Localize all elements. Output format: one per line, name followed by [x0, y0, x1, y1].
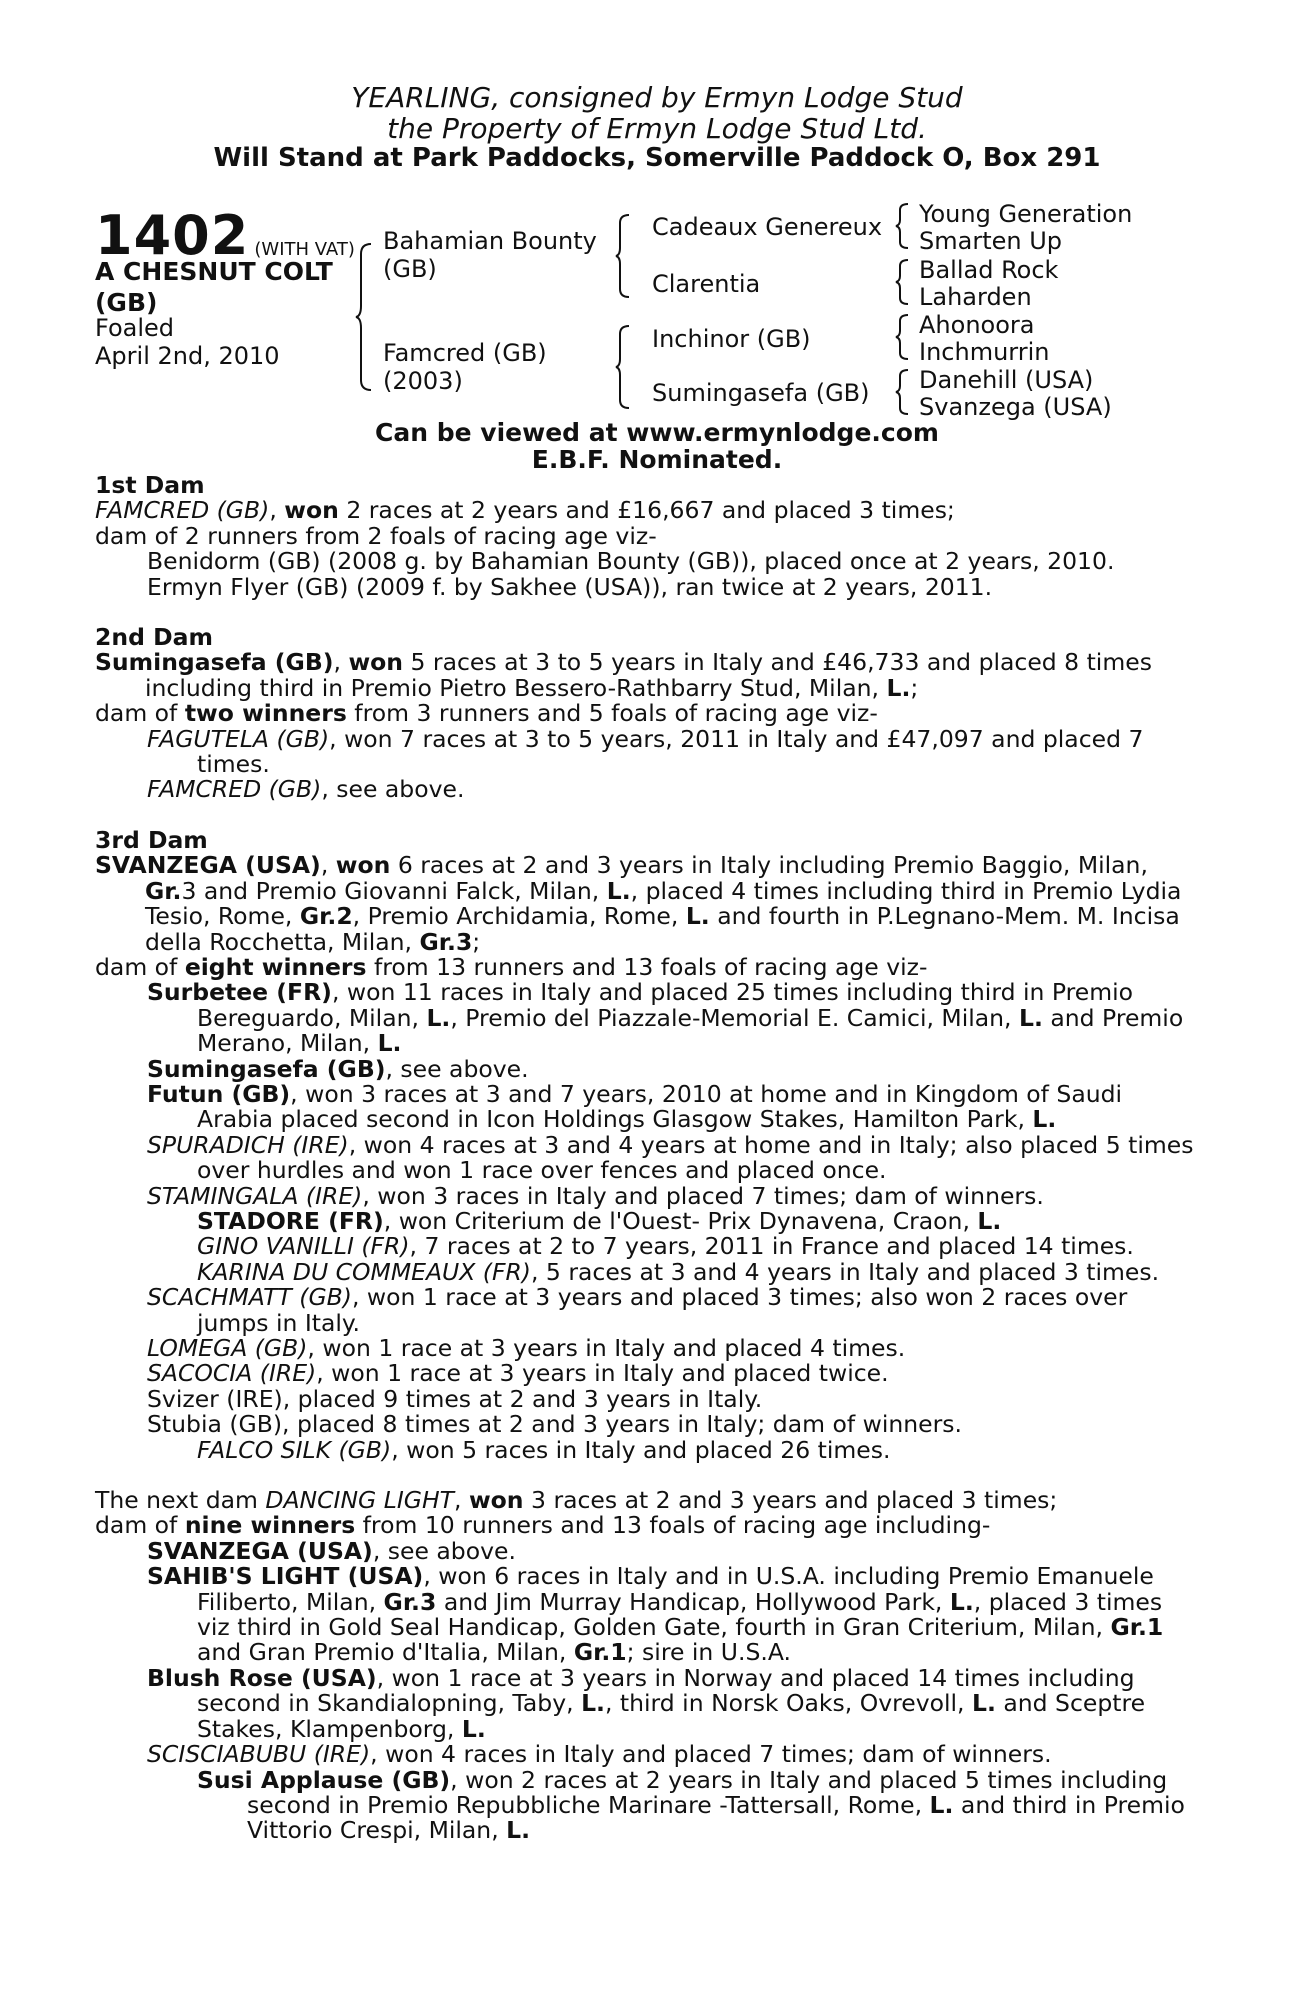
- sire-country: (GB): [383, 255, 437, 283]
- pedigree-brace-dam: [615, 324, 633, 410]
- fourth-dam-paragraph: The next dam DANCING LIGHT, won 3 races at 2 and 3 years and placed 3 times;: [95, 1486, 1058, 1515]
- ggp-1: Young Generation: [919, 200, 1133, 228]
- dam-name: Famcred (GB): [383, 339, 547, 367]
- first-dam-paragraph: dam of 2 runners from 2 foals of racing age viz-: [95, 521, 657, 550]
- ggp-8: Svanzega (USA): [919, 393, 1112, 421]
- lot-description-line2: (GB): [95, 288, 158, 317]
- consignment-line: YEARLING, consigned by Ermyn Lodge Stud: [351, 81, 963, 114]
- foaled-label: Foaled: [95, 314, 175, 342]
- first-dam-paragraph: FAMCRED (GB), won 2 races at 2 years and £16,667 and placed 3 times;: [95, 496, 955, 525]
- pedigree-brace-1: [895, 202, 911, 250]
- second-dam-heading: 2nd Dam: [95, 623, 213, 652]
- produce-entry: Susi Applause (GB), won 2 races at 2 years in Italy and placed 5 times including second in Premio Repubbliche Marinare -Tattersall, Rome, L. and third in Premio Vittorio Crespi, Milan, L.: [197, 1765, 1185, 1845]
- foaled-date: April 2nd, 2010: [95, 342, 280, 370]
- produce-entry: KARINA DU COMMEAUX (FR), 5 races at 3 and 4 years in Italy and placed 3 times.: [197, 1257, 1160, 1286]
- produce-entry: STADORE (FR), won Criterium de l'Ouest- Prix Dynavena, Craon, L.: [197, 1206, 1002, 1235]
- lot-description: [95, 256, 333, 318]
- pedigree-brace-sire: [615, 213, 633, 299]
- produce-entry: Svizer (IRE), placed 9 times at 2 and 3 years in Italy.: [147, 1384, 763, 1413]
- property-line: the Property of Ermyn Lodge Stud Ltd.: [387, 112, 927, 145]
- third-dam-heading: 3rd Dam: [95, 825, 208, 854]
- produce-entry: SVANZEGA (USA), see above.: [147, 1536, 516, 1565]
- produce-entry: GINO VANILLI (FR), 7 races at 2 to 7 years, 2011 in France and placed 14 times.: [197, 1232, 1134, 1261]
- ggp-7: Danehill (USA): [919, 366, 1094, 394]
- ggp-4: Laharden: [919, 283, 1032, 311]
- dam-year: (2003): [383, 367, 463, 395]
- first-dam-heading: 1st Dam: [95, 471, 205, 499]
- sire-sire: Cadeaux Genereux: [652, 213, 883, 241]
- produce-entry: Surbetee (FR), won 11 races in Italy and placed 25 times including third in Premio Bereguardo, Milan, L., Premio del Piazzale-Memorial E. Camici, Milan, L. and Premio Merano, Milan, L.: [147, 978, 1184, 1058]
- produce-entry: FAGUTELA (GB), won 7 races at 3 to 5 years, 2011 in Italy and £47,097 and placed 7 times.: [147, 724, 1144, 779]
- fourth-dam-paragraph: dam of nine winners from 10 runners and 13 foals of racing age including-: [95, 1511, 991, 1540]
- produce-entry: Benidorm (GB) (2008 g. by Bahamian Bounty (GB)), placed once at 2 years, 2010.: [147, 547, 1115, 576]
- pedigree-brace-3: [895, 313, 911, 361]
- produce-entry: SACOCIA (IRE), won 1 race at 3 years in Italy and placed twice.: [147, 1359, 889, 1388]
- produce-entry: Sumingasefa (GB), see above.: [147, 1054, 529, 1083]
- produce-entry: FAMCRED (GB), see above.: [147, 775, 465, 804]
- produce-entry: SPURADICH (IRE), won 4 races at 3 and 4 years at home and in Italy; also placed 5 times over hurdles and won 1 race over fences and placed once.: [147, 1130, 1194, 1185]
- sire-name: Bahamian Bounty: [383, 227, 597, 255]
- location-line: Will Stand at Park Paddocks, Somerville Paddock O, Box 291: [213, 143, 1101, 173]
- ebf-note: E.B.F. Nominated.: [531, 445, 783, 474]
- pedigree-brace-2: [895, 258, 911, 306]
- produce-entry: LOMEGA (GB), won 1 race at 3 years in Italy and placed 4 times.: [147, 1334, 906, 1362]
- lot-number: 1402: [95, 204, 250, 267]
- produce-entry: Futun (GB), won 3 races at 3 and 7 years, 2010 at home and in Kingdom of Saudi Arabia placed second in Icon Holdings Glasgow Stakes, Hamilton Park, L.: [147, 1079, 1123, 1134]
- second-dam-paragraph: Sumingasefa (GB), won 5 races at 3 to 5 years in Italy and £46,733 and placed 8 times including third in Premio Pietro Bessero-Rathbarry Stud, Milan, L.;: [95, 648, 1152, 702]
- produce-entry: Blush Rose (USA), won 1 race at 3 years in Norway and placed 14 times including second in Skandialopning, Taby, L., third in Norsk Oaks, Ovrevoll, L. and Sceptre Stakes, Klampenborg, L.: [147, 1663, 1146, 1743]
- pedigree-brace-4: [895, 368, 911, 416]
- sire-dam: Clarentia: [652, 270, 761, 298]
- third-dam-paragraph: dam of eight winners from 13 runners and 13 foals of racing age viz-: [95, 952, 928, 981]
- produce-entry: STAMINGALA (IRE), won 3 races in Italy and placed 7 times; dam of winners.: [147, 1181, 1044, 1210]
- ggp-2: Smarten Up: [919, 227, 1063, 255]
- produce-entry: Stubia (GB), placed 8 times at 2 and 3 years in Italy; dam of winners.: [147, 1410, 962, 1439]
- produce-entry: SCACHMATT (GB), won 1 race at 3 years and placed 3 times; also won 2 races over jumps in Italy.: [147, 1283, 1128, 1337]
- ggp-3: Ballad Rock: [919, 256, 1059, 284]
- third-dam-paragraph: SVANZEGA (USA), won 6 races at 2 and 3 years in Italy including Premio Baggio, Milan, Gr.3 and Premio Giovanni Falck, Milan, L., placed 4 times including third in Premio Lydia Tesio, Rome, Gr.2, Premio Archidamia, Rome, L. and fourth in P.Legnano-Mem. M. Incisa della Rocchetta, Milan, Gr.3;: [95, 851, 1182, 956]
- ggp-5: Ahonoora: [919, 311, 1035, 339]
- pedigree-brace-parents: [355, 242, 375, 392]
- lot-description-line1: A CHESNUT COLT: [95, 257, 333, 286]
- dam-dam: Sumingasefa (GB): [652, 379, 870, 407]
- second-dam-paragraph: dam of two winners from 3 runners and 5 foals of racing age viz-: [95, 699, 878, 728]
- viewing-note: Can be viewed at www.ermynlodge.com: [375, 418, 939, 447]
- produce-entry: SCISCIABUBU (IRE), won 4 races in Italy and placed 7 times; dam of winners.: [147, 1740, 1052, 1769]
- ggp-6: Inchmurrin: [919, 338, 1050, 366]
- dam-produce-record: [95, 473, 1195, 1844]
- vat-note: (WITH VAT): [254, 239, 355, 260]
- produce-entry: SAHIB'S LIGHT (USA), won 6 races in Italy and in U.S.A. including Premio Emanuele Filiberto, Milan, Gr.3 and Jim Murray Handicap, Hollywood Park, L., placed 3 times viz third in Gold Seal Handicap, Golden Gate, fourth in Gran Criterium, Milan, Gr.1 and Gran Premio d'Italia, Milan, Gr.1; sire in U.S.A.: [147, 1562, 1164, 1667]
- produce-entry: Ermyn Flyer (GB) (2009 f. by Sakhee (USA)), ran twice at 2 years, 2011.: [147, 572, 993, 601]
- produce-entry: FALCO SILK (GB), won 5 races in Italy and placed 26 times.: [197, 1435, 891, 1464]
- dam-sire: Inchinor (GB): [652, 325, 811, 353]
